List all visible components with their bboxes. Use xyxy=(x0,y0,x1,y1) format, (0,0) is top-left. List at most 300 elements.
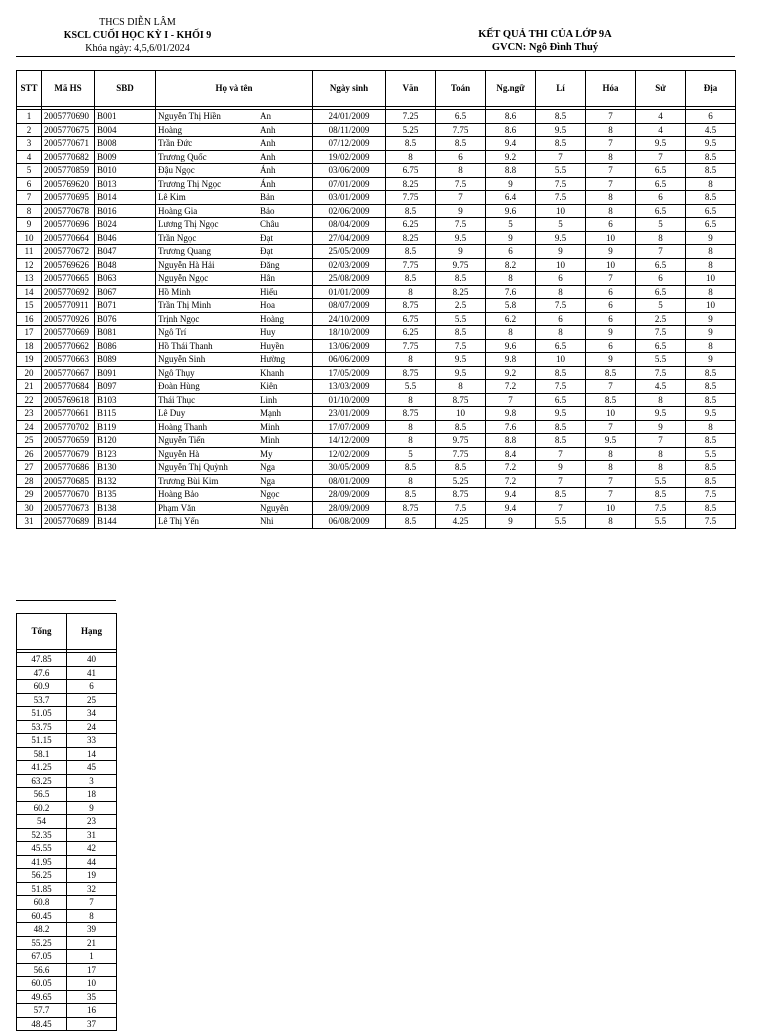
cell-su: 5.5 xyxy=(636,474,686,488)
given-name: Nga xyxy=(260,475,275,486)
cell-total: 47.6 xyxy=(17,666,67,680)
table-row xyxy=(17,150,736,164)
cell-van: 7.25 xyxy=(386,110,436,124)
cell-rank: 1 xyxy=(67,950,117,964)
cell-van: 5 xyxy=(386,447,436,461)
cell-van: 8.5 xyxy=(386,515,436,529)
cell-hoa: 9 xyxy=(586,326,636,340)
cell-stt: 20 xyxy=(17,366,42,380)
column-header: Địa xyxy=(686,71,736,107)
cell-su: 8 xyxy=(636,231,686,245)
cell-li: 8.5 xyxy=(536,434,586,448)
cell-toan: 9 xyxy=(436,204,486,218)
cell-li: 7 xyxy=(536,447,586,461)
cell-ngu: 9 xyxy=(486,515,536,529)
table-row xyxy=(17,501,736,515)
cell-van: 6.75 xyxy=(386,164,436,178)
cell-hoa: 8.5 xyxy=(586,393,636,407)
cell-hoa: 6 xyxy=(586,312,636,326)
cell-su: 5.5 xyxy=(636,515,686,529)
cell-rank: 40 xyxy=(67,653,117,667)
given-name: Hiếu xyxy=(260,286,278,297)
rank-row xyxy=(17,734,117,748)
cell-su: 8 xyxy=(636,393,686,407)
cell-total: 63.25 xyxy=(17,774,67,788)
cell-toan: 5.25 xyxy=(436,474,486,488)
cell-hoa: 7 xyxy=(586,474,636,488)
cell-dia: 9.5 xyxy=(686,407,736,421)
surname: Trương Thị Ngọc xyxy=(158,178,222,189)
table-row xyxy=(17,231,736,245)
cell-dia: 8 xyxy=(686,420,736,434)
table-row xyxy=(17,515,736,529)
cell-li: 9 xyxy=(536,245,586,259)
given-name: Nguyên xyxy=(260,502,289,513)
cell-ngu: 8.4 xyxy=(486,447,536,461)
student-name-cell xyxy=(156,474,313,488)
cell-ngu: 6.2 xyxy=(486,312,536,326)
student-name-cell xyxy=(156,420,313,434)
cell-stt: 4 xyxy=(17,150,42,164)
cell-dia: 7.5 xyxy=(686,515,736,529)
student-name-cell xyxy=(156,447,313,461)
cell-stt: 6 xyxy=(17,177,42,191)
student-name-cell xyxy=(156,110,313,124)
cell-toan: 7.5 xyxy=(436,177,486,191)
cell-rank: 41 xyxy=(67,666,117,680)
cell-ngu: 8 xyxy=(486,326,536,340)
cell-li: 8 xyxy=(536,326,586,340)
cell-li: 8.5 xyxy=(536,137,586,151)
table-row xyxy=(17,177,736,191)
cell-ngu: 9.8 xyxy=(486,353,536,367)
rank-row xyxy=(17,707,117,721)
cell-sbd: B081 xyxy=(95,326,156,340)
cell-total: 41.25 xyxy=(17,761,67,775)
cell-toan: 9.5 xyxy=(436,353,486,367)
table-row xyxy=(17,258,736,272)
cell-van: 7.75 xyxy=(386,258,436,272)
cell-ma: 2005770664 xyxy=(42,231,95,245)
cell-total: 48.45 xyxy=(17,1017,67,1031)
cell-ma: 2005770692 xyxy=(42,285,95,299)
cell-li: 7 xyxy=(536,150,586,164)
cell-hoa: 7 xyxy=(586,164,636,178)
cell-li: 5 xyxy=(536,218,586,232)
cell-ns: 08/07/2009 xyxy=(313,299,386,313)
cell-dia: 8.5 xyxy=(686,191,736,205)
rank-row xyxy=(17,680,117,694)
cell-ns: 28/09/2009 xyxy=(313,501,386,515)
cell-rank: 9 xyxy=(67,801,117,815)
cell-ma: 2005770696 xyxy=(42,218,95,232)
given-name: Anh xyxy=(260,151,276,162)
cell-ngu: 9.8 xyxy=(486,407,536,421)
cell-total: 60.9 xyxy=(17,680,67,694)
cell-sbd: B016 xyxy=(95,204,156,218)
column-header: Văn xyxy=(386,71,436,107)
rank-row xyxy=(17,909,117,923)
cell-ma: 2005770926 xyxy=(42,312,95,326)
cell-total: 53.7 xyxy=(17,693,67,707)
cell-ns: 25/05/2009 xyxy=(313,245,386,259)
table-row xyxy=(17,366,736,380)
given-name: Ánh xyxy=(260,178,276,189)
cell-stt: 27 xyxy=(17,461,42,475)
column-header: SBD xyxy=(95,71,156,107)
table-row xyxy=(17,272,736,286)
cell-sbd: B119 xyxy=(95,420,156,434)
cell-sbd: B123 xyxy=(95,447,156,461)
cell-ngu: 5.8 xyxy=(486,299,536,313)
table-row xyxy=(17,380,736,394)
cell-hoa: 9 xyxy=(586,353,636,367)
given-name: Kiên xyxy=(260,381,278,391)
cell-rank: 7 xyxy=(67,896,117,910)
given-name: Nga xyxy=(260,462,275,472)
cell-ngu: 7.2 xyxy=(486,461,536,475)
cell-ns: 17/07/2009 xyxy=(313,420,386,434)
cell-rank: 16 xyxy=(67,1004,117,1018)
cell-total: 56.25 xyxy=(17,869,67,883)
cell-li: 10 xyxy=(536,204,586,218)
table-row xyxy=(17,434,736,448)
cell-ngu: 7.2 xyxy=(486,474,536,488)
cell-total: 58.1 xyxy=(17,747,67,761)
cell-ma: 2005769618 xyxy=(42,393,95,407)
cell-ma: 2005770685 xyxy=(42,474,95,488)
student-name-cell xyxy=(156,515,313,529)
cell-li: 7 xyxy=(536,474,586,488)
cell-rank: 3 xyxy=(67,774,117,788)
cell-total: 56.5 xyxy=(17,788,67,802)
cell-ma: 2005770684 xyxy=(42,380,95,394)
results-header-row xyxy=(17,71,736,107)
cell-stt: 30 xyxy=(17,501,42,515)
table-row xyxy=(17,164,736,178)
cell-van: 6.75 xyxy=(386,312,436,326)
cell-hoa: 9.5 xyxy=(586,434,636,448)
cell-stt: 11 xyxy=(17,245,42,259)
rank-row xyxy=(17,747,117,761)
surname: Nguyễn Tiến xyxy=(158,435,205,445)
cell-total: 60.05 xyxy=(17,977,67,991)
student-name-cell xyxy=(156,137,313,151)
cell-rank: 31 xyxy=(67,828,117,842)
table-row xyxy=(17,474,736,488)
cell-li: 7.5 xyxy=(536,299,586,313)
rank-row xyxy=(17,693,117,707)
cell-van: 8.5 xyxy=(386,204,436,218)
cell-stt: 19 xyxy=(17,353,42,367)
cell-toan: 7.5 xyxy=(436,218,486,232)
cell-dia: 9 xyxy=(686,353,736,367)
cell-ns: 06/06/2009 xyxy=(313,353,386,367)
cell-ns: 28/09/2009 xyxy=(313,488,386,502)
surname: Trần Ngọc xyxy=(158,232,197,243)
cell-ns: 19/02/2009 xyxy=(313,150,386,164)
cell-li: 5.5 xyxy=(536,164,586,178)
surname: Đoàn Hùng xyxy=(158,381,200,391)
rank-row xyxy=(17,950,117,964)
student-name-cell xyxy=(156,299,313,313)
cell-ngu: 8.2 xyxy=(486,258,536,272)
cell-toan: 8 xyxy=(436,380,486,394)
surname: Trương Quốc xyxy=(158,151,207,162)
cell-su: 6.5 xyxy=(636,339,686,353)
cell-toan: 4.25 xyxy=(436,515,486,529)
cell-toan: 8.75 xyxy=(436,393,486,407)
rank-row xyxy=(17,896,117,910)
cell-dia: 8 xyxy=(686,245,736,259)
cell-rank: 39 xyxy=(67,923,117,937)
surname: Lương Thị Ngọc xyxy=(158,219,219,229)
given-name: Hoàng xyxy=(260,313,284,324)
surname: Phạm Văn xyxy=(158,502,196,513)
cell-ngu: 6.4 xyxy=(486,191,536,205)
table-row xyxy=(17,123,736,137)
school-info xyxy=(30,16,245,55)
cell-li: 9 xyxy=(536,461,586,475)
table-row xyxy=(17,285,736,299)
cell-rank: 35 xyxy=(67,990,117,1004)
surname: Trịnh Ngọc xyxy=(158,313,200,324)
cell-dia: 9 xyxy=(686,326,736,340)
cell-sbd: B132 xyxy=(95,474,156,488)
cell-total: 51.15 xyxy=(17,734,67,748)
cell-sbd: B103 xyxy=(95,393,156,407)
cell-van: 7.75 xyxy=(386,339,436,353)
cell-van: 8 xyxy=(386,353,436,367)
given-name: Bảo xyxy=(260,205,275,216)
results-table xyxy=(16,70,736,529)
cell-toan: 8.5 xyxy=(436,326,486,340)
cell-rank: 17 xyxy=(67,963,117,977)
cell-stt: 14 xyxy=(17,285,42,299)
student-name-cell xyxy=(156,285,313,299)
cell-hoa: 8 xyxy=(586,204,636,218)
given-name: Hân xyxy=(260,273,275,283)
cell-li: 10 xyxy=(536,353,586,367)
surname: Hoàng Gia xyxy=(158,205,198,216)
cell-van: 6.25 xyxy=(386,326,436,340)
given-name: Hường xyxy=(260,354,286,364)
cell-sbd: B024 xyxy=(95,218,156,232)
cell-ns: 27/04/2009 xyxy=(313,231,386,245)
cell-ns: 08/04/2009 xyxy=(313,218,386,232)
surname: Trần Đức xyxy=(158,138,193,148)
surname: Lê Thị Yến xyxy=(158,516,199,526)
cell-rank: 33 xyxy=(67,734,117,748)
cell-stt: 26 xyxy=(17,447,42,461)
surname: Trần Thị Minh xyxy=(158,300,212,310)
cell-ns: 02/06/2009 xyxy=(313,204,386,218)
cell-sbd: B071 xyxy=(95,299,156,313)
surname: Nguyễn Sinh xyxy=(158,354,206,364)
surname: Ngô Trí xyxy=(158,327,187,337)
cell-hoa: 9 xyxy=(586,245,636,259)
cell-sbd: B067 xyxy=(95,285,156,299)
cell-su: 5 xyxy=(636,299,686,313)
cell-dia: 5.5 xyxy=(686,447,736,461)
rank-row xyxy=(17,1004,117,1018)
cell-toan: 9.75 xyxy=(436,434,486,448)
cell-total: 47.85 xyxy=(17,653,67,667)
cell-total: 45.55 xyxy=(17,842,67,856)
cell-ns: 30/05/2009 xyxy=(313,461,386,475)
cell-rank: 6 xyxy=(67,680,117,694)
cell-ngu: 7.6 xyxy=(486,285,536,299)
cell-toan: 7 xyxy=(436,191,486,205)
header-divider xyxy=(16,56,735,57)
cell-van: 8.25 xyxy=(386,231,436,245)
cell-ngu: 9.6 xyxy=(486,204,536,218)
table-row xyxy=(17,299,736,313)
cell-toan: 8.5 xyxy=(436,272,486,286)
cell-toan: 6.5 xyxy=(436,110,486,124)
cell-dia: 8.5 xyxy=(686,366,736,380)
cell-sbd: B013 xyxy=(95,177,156,191)
cell-su: 7.5 xyxy=(636,326,686,340)
given-name: Minh xyxy=(260,435,280,445)
cell-rank: 24 xyxy=(67,720,117,734)
cell-su: 6.5 xyxy=(636,258,686,272)
cell-stt: 18 xyxy=(17,339,42,353)
cell-ns: 23/01/2009 xyxy=(313,407,386,421)
cell-stt: 25 xyxy=(17,434,42,448)
table-row xyxy=(17,110,736,124)
cell-toan: 2.5 xyxy=(436,299,486,313)
cell-stt: 10 xyxy=(17,231,42,245)
cell-su: 5 xyxy=(636,218,686,232)
cell-ngu: 9 xyxy=(486,231,536,245)
cell-hoa: 8 xyxy=(586,515,636,529)
cell-dia: 8 xyxy=(686,339,736,353)
cell-li: 9.5 xyxy=(536,407,586,421)
student-name-cell xyxy=(156,258,313,272)
student-name-cell xyxy=(156,380,313,394)
given-name: Huy xyxy=(260,327,276,337)
cell-ngu: 5 xyxy=(486,218,536,232)
surname: Nguyễn Hà Hải xyxy=(158,259,215,270)
cell-sbd: B135 xyxy=(95,488,156,502)
cell-ns: 13/06/2009 xyxy=(313,339,386,353)
cell-stt: 29 xyxy=(17,488,42,502)
given-name: Huyền xyxy=(260,340,284,351)
surname: Trương Bùi Kim xyxy=(158,475,219,486)
cell-li: 6.5 xyxy=(536,339,586,353)
cell-ma: 2005770662 xyxy=(42,339,95,353)
given-name: Ngọc xyxy=(260,489,280,499)
column-header: Hóa xyxy=(586,71,636,107)
cell-ma: 2005770702 xyxy=(42,420,95,434)
cell-li: 6.5 xyxy=(536,393,586,407)
surname: Trương Quang xyxy=(158,246,212,256)
cell-li: 7 xyxy=(536,501,586,515)
class-info xyxy=(430,28,660,54)
cell-hoa: 8 xyxy=(586,150,636,164)
student-name-cell xyxy=(156,461,313,475)
cell-ngu: 7 xyxy=(486,393,536,407)
cell-sbd: B144 xyxy=(95,515,156,529)
student-name-cell xyxy=(156,245,313,259)
cell-rank: 21 xyxy=(67,936,117,950)
cell-hoa: 7 xyxy=(586,272,636,286)
cell-toan: 6 xyxy=(436,150,486,164)
cell-van: 8.5 xyxy=(386,245,436,259)
cell-van: 5.5 xyxy=(386,380,436,394)
cell-total: 51.05 xyxy=(17,707,67,721)
rank-table xyxy=(16,613,117,1031)
cell-dia: 4.5 xyxy=(686,123,736,137)
cell-toan: 8.25 xyxy=(436,285,486,299)
cell-ma: 2005770663 xyxy=(42,353,95,367)
cell-ngu: 8 xyxy=(486,272,536,286)
cell-van: 8.5 xyxy=(386,488,436,502)
cell-rank: 32 xyxy=(67,882,117,896)
cell-su: 6 xyxy=(636,191,686,205)
cell-ns: 13/03/2009 xyxy=(313,380,386,394)
cell-li: 8.5 xyxy=(536,488,586,502)
given-name: Châu xyxy=(260,219,279,229)
cell-rank: 25 xyxy=(67,693,117,707)
cell-li: 8 xyxy=(536,285,586,299)
cell-stt: 23 xyxy=(17,407,42,421)
cell-su: 2.5 xyxy=(636,312,686,326)
student-name-cell xyxy=(156,312,313,326)
side-divider xyxy=(16,600,116,601)
cell-ngu: 6 xyxy=(486,245,536,259)
cell-van: 8 xyxy=(386,474,436,488)
student-name-cell xyxy=(156,177,313,191)
cell-rank: 44 xyxy=(67,855,117,869)
cell-ma: 2005770686 xyxy=(42,461,95,475)
cell-li: 6 xyxy=(536,312,586,326)
table-row xyxy=(17,488,736,502)
cell-van: 8 xyxy=(386,434,436,448)
cell-hoa: 8 xyxy=(586,461,636,475)
cell-stt: 7 xyxy=(17,191,42,205)
cell-toan: 8.5 xyxy=(436,137,486,151)
rank-row xyxy=(17,869,117,883)
cell-ma: 2005770672 xyxy=(42,245,95,259)
surname: Đậu Ngọc xyxy=(158,165,195,175)
cell-ngu: 7.6 xyxy=(486,420,536,434)
column-header: Ngày sinh xyxy=(313,71,386,107)
cell-hoa: 8 xyxy=(586,191,636,205)
cell-sbd: B086 xyxy=(95,339,156,353)
cell-su: 6 xyxy=(636,272,686,286)
cell-stt: 16 xyxy=(17,312,42,326)
cell-dia: 8.5 xyxy=(686,434,736,448)
cell-li: 9.5 xyxy=(536,123,586,137)
cell-stt: 9 xyxy=(17,218,42,232)
cell-ma: 2005770675 xyxy=(42,123,95,137)
cell-sbd: B047 xyxy=(95,245,156,259)
table-row xyxy=(17,420,736,434)
given-name: Bản xyxy=(260,192,275,202)
cell-ns: 08/01/2009 xyxy=(313,474,386,488)
cell-stt: 21 xyxy=(17,380,42,394)
student-name-cell xyxy=(156,272,313,286)
cell-ns: 01/10/2009 xyxy=(313,393,386,407)
cell-sbd: B009 xyxy=(95,150,156,164)
cell-ns: 03/06/2009 xyxy=(313,164,386,178)
cell-rank: 14 xyxy=(67,747,117,761)
cell-total: 41.95 xyxy=(17,855,67,869)
cell-li: 7.5 xyxy=(536,177,586,191)
student-name-cell xyxy=(156,164,313,178)
